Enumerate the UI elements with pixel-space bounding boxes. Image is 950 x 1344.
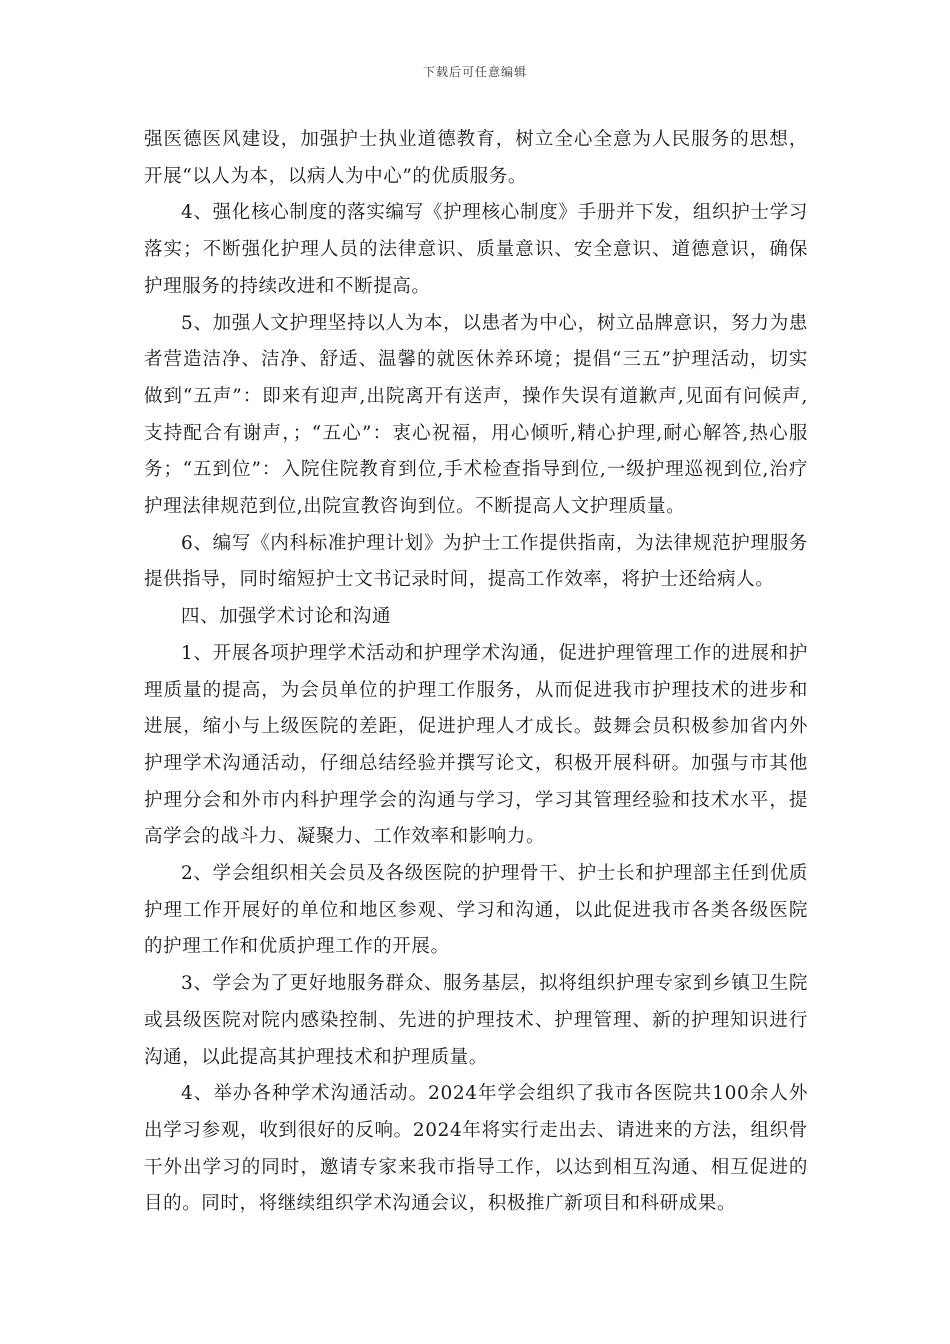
section-heading: 四、加强学术讨论和沟通	[181, 606, 392, 628]
paragraph: 3、学会为了更好地服务群众、服务基层，拟将组织护理专家到乡镇卫生院或县级医院对院内感染控制、先进的护理技术、护理管理、新的护理知识进行沟通，以此提高其护理技术和护理质量。	[144, 973, 808, 1068]
paragraph: 2、学会组织相关会员及各级医院的护理骨干、护士长和护理部主任到优质护理工作开展好的单位和地区参观、学习和沟通，以此促进我市各类各级医院的护理工作和优质护理工作的开展。	[144, 863, 808, 958]
paragraph: 强医德医风建设，加强护士执业道德教育，树立全心全意为人民服务的思想，开展“以人为本，以病人为中心”的优质服务。	[144, 129, 808, 187]
document-body	[144, 122, 808, 1223]
paragraph: 6、编写《内科标准护理计划》为护士工作提供指南，为法律规范护理服务提供指导，同时缩短护士文书记录时间，提高工作效率，将护士还给病人。	[144, 532, 808, 591]
page-header: 下载后可任意编辑	[422, 65, 527, 79]
paragraph: 5、加强人文护理坚持以人为本，以患者为中心，树立品牌意识，努力为患者营造洁净、洁净、舒适、温馨的就医休养环境；提倡“三五”护理活动，切实做到“五声”：即来有迎声,出院离开有送声，操作失误有道歉声,见面有问候声,支持配合有谢声，；“五心”：衷心祝福，用心倾听,精心护理,耐心解答,热心服务；“五到位”：入院住院教育到位,手术检查指导到位,一级护理巡视到位,治疗护理法律规范到位,出院宣教咨询到位。不断提高人文护理质量。	[144, 312, 808, 518]
paragraph: 4、举办各种学术沟通活动。2024年学会组织了我市各医院共100余人外出学习参观，收到很好的反响。2024年将实行走出去、请进来的方法，组织骨干外出学习的同时，邀请专家来我市指导工作，以达到相互沟通、相互促进的目的。同时，将继续组织学术沟通会议，积极推广新项目和科研成果。	[144, 1083, 808, 1215]
paragraph: 4、强化核心制度的落实编写《护理核心制度》手册并下发，组织护士学习落实；不断强化护理人员的法律意识、质量意识、安全意识、道德意识，确保护理服务的持续改进和不断提高。	[144, 202, 808, 297]
paragraph: 1、开展各项护理学术活动和护理学术沟通，促进护理管理工作的进展和护理质量的提高，为会员单位的护理工作服务，从而促进我市护理技术的进步和进展，缩小与上级医院的差距，促进护理人才成长。鼓舞会员积极参加省内外护理学术沟通活动，仔细总结经验并撰写论文，积极开展科研。加强与市其他护理分会和外市内科护理学会的沟通与学习，学习其管理经验和技术水平，提高学会的战斗力、凝聚力、工作效率和影响力。	[144, 642, 808, 848]
